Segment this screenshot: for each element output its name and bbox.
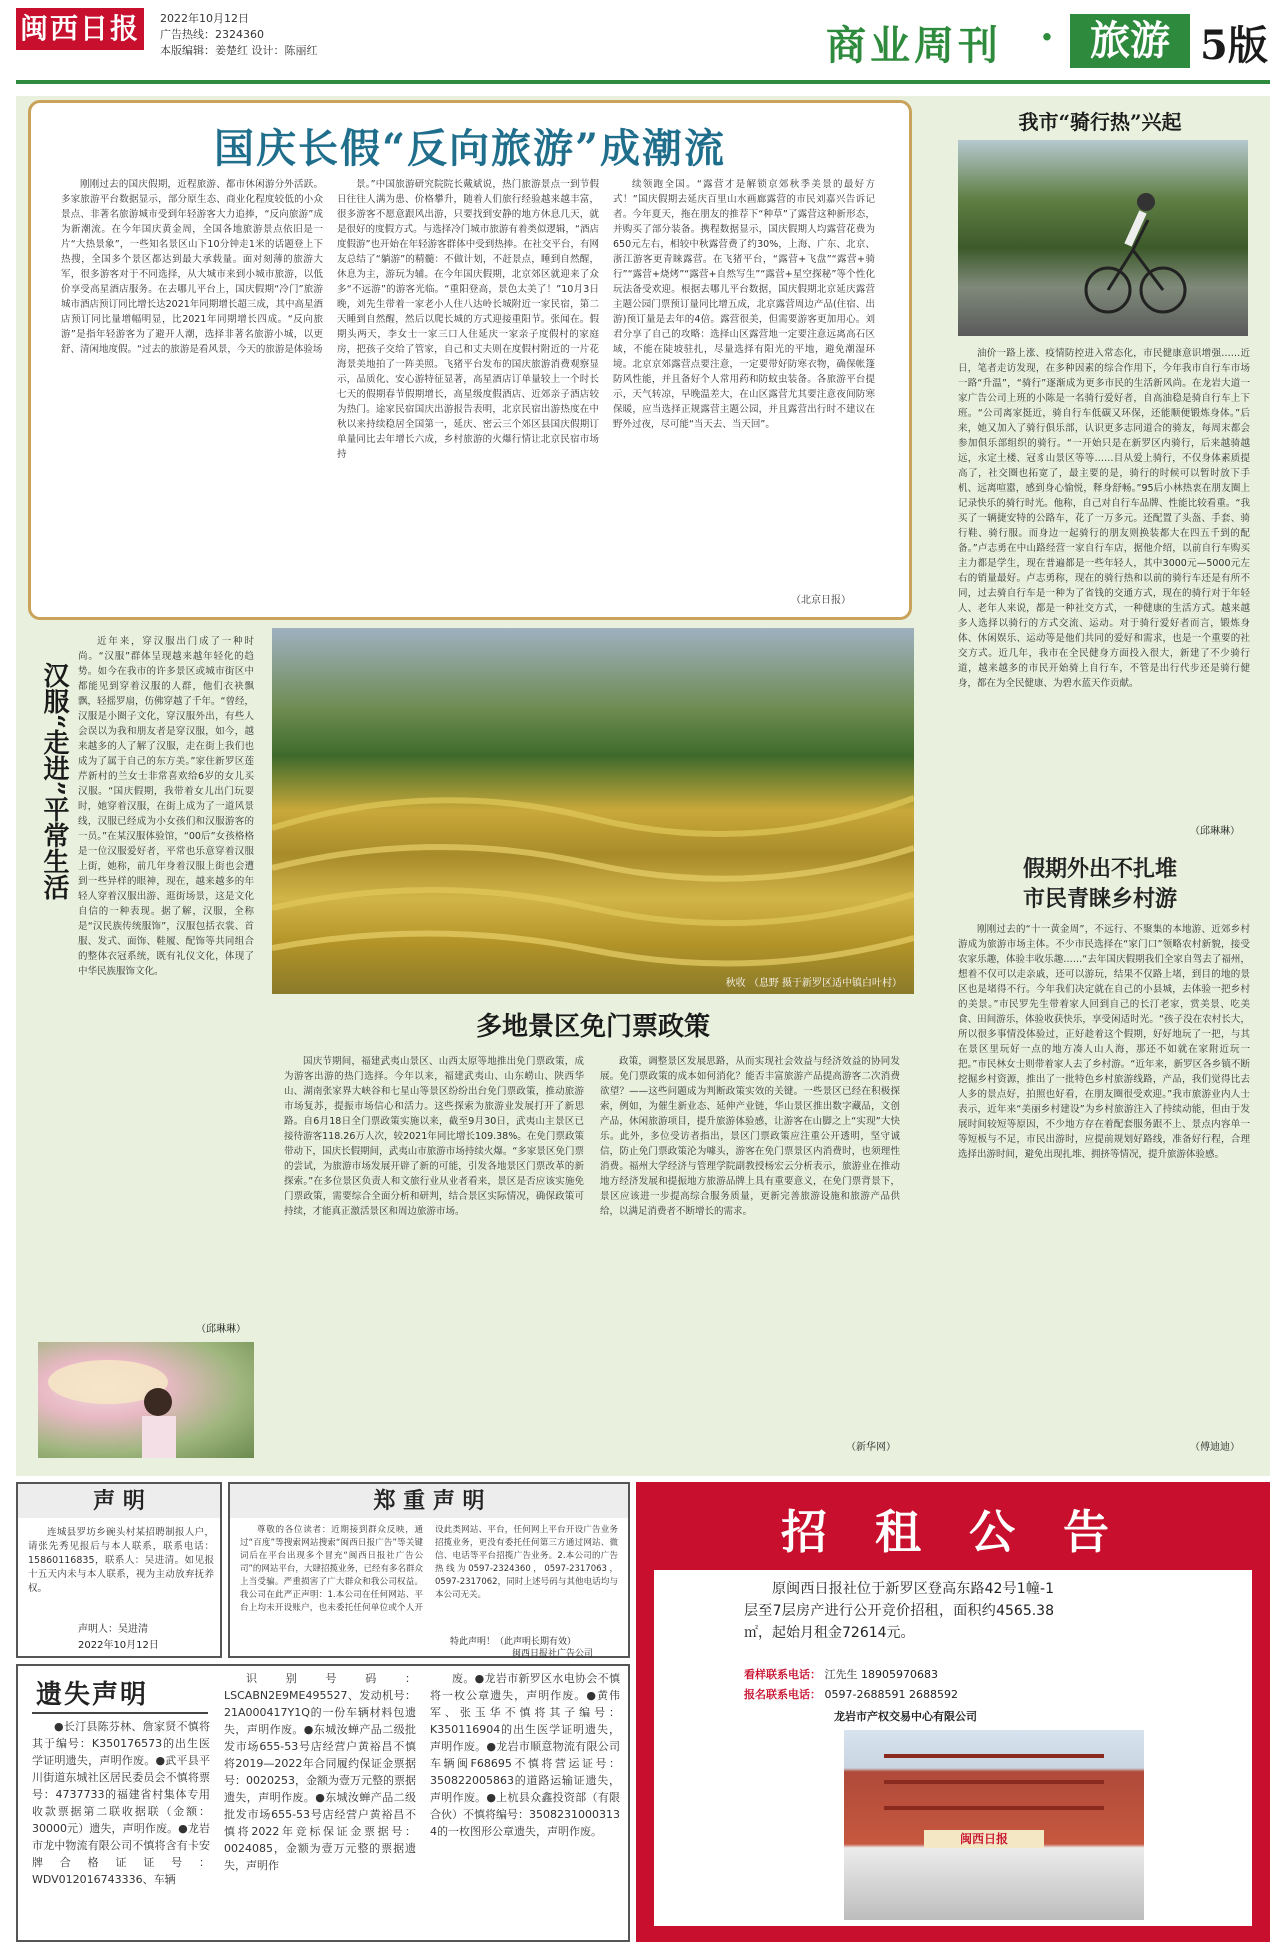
rent-contact-2-label: 报名联系电话： bbox=[744, 1688, 821, 1701]
photo-caption: 秋收 （息野 摄于新罗区适中镇白叶村） bbox=[725, 978, 902, 989]
free-tickets-article bbox=[272, 998, 914, 1460]
newspaper-logo: 闽西日报 bbox=[16, 8, 144, 50]
rent-content-panel bbox=[654, 1570, 1252, 1926]
village-title-line1: 假期外出不扎堆 bbox=[1022, 856, 1177, 882]
lead-col-2: 景。”中国旅游研究院院长戴斌说，热门旅游景点一到节假日往往人满为患、价格攀升，随着人们旅行经验越来越丰富，很多游客不愿意跟风出游，只要找到安静的地方休息几天，就是很好的度假方式。与选择冷门城市旅游有着类似逻辑，“酒店度假游”也开始在年轻游客群体中受到热捧。在社交平台，有网友总结了“躺游”的精髓：不做计划，不赶景点，睡到自然醒，休息为主，游玩为辅。在今年国庆假期，北京郊区就迎来了众多“不远游”的游客光临。“重阳登高，景色太美了！”10月3日晚，刘先生带着一家老小人住八达岭长城附近一家民宿，第二天睡到自然醒，然后以爬长城的方式迎接重阳节。张闻在。假期头两天，李女士一家三口人住延庆一家亲子度假村的家庭房，把孩子交给了管家，自己和丈夫则在度假村附近的一片花海景美地拍了一阵美照。飞猪平台发布的国庆旅游消费观察显示，品质化、安心游特征显著，高星酒店订单量较上一个时长七天的假期春节假期增长，高星级度假酒店、近郊亲子酒店较为热门。途家民宿国庆出游报告表明，北京民宿出游热度在中秋以来持续稳居全国第一，延庆、密云三个郊区县国庆假期订单量同比去年增长六成，乡村旅游的火爆行情让北京民宿市场持 bbox=[337, 179, 599, 460]
rent-contact-1-value: 江先生 18905970683 bbox=[824, 1668, 938, 1681]
lost-col-3: 废。●龙岩市新罗区水电协会不慎将一枚公章遗失，声明作废。●黄伟军、张玉华不慎将其子编号：K350116904的出生医学证明遗失，声明作废。●龙岩市顺意物流有限公司车辆闽F68695不慎将营运证号：350822005863的道路运输证遗失，声明作废。●上杭县众鑫投资部（有限合伙）不慎将编号：3508231000313 4的一枚图形公章遗失，声明作废。 bbox=[430, 1672, 620, 1838]
parasol-girl-figure bbox=[38, 1342, 254, 1458]
solemn-statement-box bbox=[228, 1482, 630, 1658]
ad-hotline: 广告热线：2324360 bbox=[160, 28, 264, 41]
terraced-field-photo bbox=[272, 628, 914, 994]
solemn-statement-org: 闽西日报社广告公司 bbox=[512, 1649, 594, 1659]
solemn-statement-sign: 特此声明！（此声明长期有效） bbox=[450, 1637, 577, 1647]
subsection-name: 旅游 bbox=[1070, 14, 1190, 68]
lead-source: （北京日报） bbox=[791, 595, 851, 606]
rent-notice bbox=[636, 1482, 1270, 1942]
cycling-body: 油价一路上涨、疫情防控进入常态化，市民健康意识增强……近日，笔者走访发现，在多种因素的综合作用下，今年我市自行车市场一路“升温”，“骑行”逐渐成为更多市民的生活新风尚。在龙岩大道一家广告公司上班的小陈是一名骑行爱好者，自高油稳是骑自行车上下班。“公司离家挺近，骑自行车低碳又环保，还能顺便锻炼身体。”后来，她又加入了骑行俱乐部，认识更多志同道合的骑友，每周末都会参加俱乐部组织的骑行。“一开始只是在新罗区内骑行，后来越骑越远，永定土楼、冠豸山景区等等……目从爱上骑行，不仅身体素质提高了，社交圈也拓宽了，最主要的是，骑行的时候可以暂时放下手机、远离喧嚣，感到身心愉悦，释身舒畅。”95后小林热衷在朋友圈上记录快乐的骑行时光。他称，自己对自行车品牌、性能比较看重。“我买了一辆捷安特的公路车，花了一万多元。还配置了头盔、手套、骑行鞋、骑行服。而身边一起骑行的朋友则换装都大在四五千到的配备。”卢志勇在中山路经营一家自行车店，据他介绍，以前自行车购买主力都是学生，现在普遍都是一些年轻人，其中3000元—5000元左右的销量最好。卢志勇称，现在的骑行热和以前的骑行车还是有所不同，过去骑自行车是一种为了省钱的交通方式，现在的骑行对于年轻人、老年人来说，都是一种社交方式，一种健康的生活方式。越来越多人选择以骑行的方式交流、运动。对于骑行爱好者而言，锻炼身体、休闲娱乐、运动等是他们共同的爱好和需求，也是一个重要的社交方式。近几年，我市在全民健身方面投入很大，新建了不少骑行道，越来越多的市民开始骑上自行车，不管是出行代步还是骑行健身，都在为全民健康、为碧水蓝天作贡献。 bbox=[958, 348, 1250, 689]
free-tickets-source: （新华网） bbox=[846, 1442, 896, 1453]
statement-sign: 声明人：吴进清 bbox=[78, 1624, 148, 1635]
free-tickets-col-1: 国庆节期间，福建武夷山景区、山西太原等地推出免门票政策，成为游客出游的热门选择。今年以来，福建武夷山、山东崂山、陕西华山、湖南张家界大峡谷和七星山等景区纷纷出台免门票政策，推动旅游市场复苏，提振市场信心和活力。这些探索为旅游业发展打开了新思路。自6月18日全门票政策实施以来，截至9月30日，武夷山主景区已接待游客118.26万人次，较2021年同比增长109.38%。在免门票政策带动下，国庆长假期间，武夷山市旅游市场持续火爆。“多家景区免门票的尝试，为旅游市场发展开辟了新的可能，引发各地景区门票改革的新探索。”在多位景区负责人和文旅行业从业者看来，景区是否应该实施免门票政策，需要综合全面分析和研判，结合景区实际情况，确保政策可持续，才能真正激活景区和周边旅游市场。 bbox=[284, 1056, 584, 1217]
hanfu-article bbox=[28, 630, 260, 1460]
cyclist-figure bbox=[958, 140, 1248, 336]
statement-date: 2022年10月12日 bbox=[78, 1640, 159, 1651]
masthead bbox=[0, 0, 1286, 88]
free-tickets-title: 多地景区免门票政策 bbox=[475, 1012, 710, 1042]
section-dot: · bbox=[1040, 14, 1054, 61]
lost-col-2: 识别号码：LSCABN2E9ME495527、发动机号：21A000417Y1Q的一份车辆材料包遗失，声明作废。●东城汝蝉产品二级批发市场655-53号店经营户黄裕昌不慎将2019—2022年合同履约保证金票据号：0020253，金额为壹万元整的票据遗失，声明作废。●东城汝蝉产品二级批发市场655-53号店经营户黄裕昌不慎将2022年竞标保证金票据号：0024085，金额为壹万元整的票据遗失，声明作 bbox=[224, 1672, 416, 1872]
section-name: 商业周刊 bbox=[826, 22, 1002, 69]
hanfu-source: （邱琳琳） bbox=[196, 1324, 246, 1335]
terraces-pattern bbox=[272, 628, 914, 994]
lead-col-3: 续领跑全国。“露营才是解锁京郊秋季美景的最好方式！”国庆假期去延庆百里山水画廊露营的市民刘嘉兴告诉记者。今年夏天，拖在朋友的推荐下“种草”了露营这种新形态，并购买了部分装备。携程数据显示，国庆假期人均露营花费为650元左右，相较中秋露营费了约30%，上海、广东、北京、浙江游客更青睐露营。在飞猪平台，“露营+飞盘”“露营+骑行”“露营+烧烤”“露营+自然写生”“露营+星空探秘”等个性化玩法备受欢迎。根据去哪儿平台数据，国庆假期北京延庆露营主题公园门票预订量同比增五成，北京露营周边产品(住宿、出游)预订量是去年的4倍。露营很美，但需要游客更加用心。刘君分享了自己的攻略：选择山区露营地一定要注意远离高石区域，不能在陡坡驻扎，尽量选择有阳光的平地，避免潮湿环境。北京京郊露营点要注意，一定要带好防寒衣物，确保帐篷防风性能，并且备好个人常用药和防蚊虫装备。各旅游平台提示，天气转凉，早晚温差大，在山区露营尤其要注意夜间防寒保暖，应当选择正规露营主题公园，并且露营出行时不建议在野外过夜，尽可能“当天去、当天回”。 bbox=[613, 179, 875, 430]
village-source: （傅迪迪） bbox=[1190, 1442, 1240, 1453]
hanfu-photo bbox=[38, 1342, 254, 1458]
rent-contact-2 bbox=[744, 1686, 958, 1702]
lost-statement-box bbox=[16, 1664, 630, 1942]
cycling-source: （邱琳琳） bbox=[1190, 826, 1240, 837]
cycling-article bbox=[940, 100, 1260, 840]
hanfu-title: 汉服“走进”平常生活 bbox=[39, 662, 69, 900]
rent-title: 招 租 公 告 bbox=[780, 1505, 1126, 1559]
rent-contact-1-label: 看样联系电话： bbox=[744, 1668, 821, 1681]
village-body: 刚刚过去的“十一黄金周”，不远行、不聚集的本地游、近郊乡村游成为旅游市场主体。不少市民选择在“家门口”领略农村新貌，接受农家乐趣，体验丰收乐趣……“去年国庆假期我们全家自驾去了福州，想着不仅可以走亲戚，还可以游玩，结果不仅路上堵，到目的地的景区也是堵得不行。今年我们决定就在自己的小县城，去体验一把乡村的美景。”市民罗先生带着家人回到自己的长汀老家，赏美景、吃美食、田间游乐，体验收获快乐，享受闲适时光。“孩子没在农村长大，所以很多事情没体验过，正好趁着这个假期，好好地玩了一把，与其在景区里玩好一点的地方凑人山人海，那还不如就在家附近玩一把。”市民林女士则带着家人去了乡村游。“近年来，新罗区各乡镇不断挖掘乡村资源，推出了一批特色乡村旅游线路，产品，我们觉得比去人多的景点好，拍照也好看，在朋友圈很受欢迎。”我市旅游业内人士表示，近年来“美丽乡村建设”为乡村旅游注入了持续动能，但由于发展时间较短等原因，不少地方存在着配套服务跟不上、景点内容单一等短板与不足，市民出游时，应提前规划好路线，准备好行程，合理选择出游时间，避免出现扎堆、拥挤等情况，提升旅游体验感。 bbox=[958, 924, 1250, 1160]
hanfu-body: 近年来，穿汉服出门成了一种时尚。“汉服”群体呈现越来越年轻化的趋势。如今在我市的许多景区或城市街区中都能见到穿着汉服的人群，他们衣袂飘飘，轻摇罗扇，仿佛穿越了千年。“曾经，汉服是小圈子文化，穿汉服外出，有些人会误以为我和朋友者是穿汉服，如今，越来越多的人了解了汉服，走在街上我们也成为了属于自己的东方美。”家住新罗区莲芹新村的兰女士非常喜欢给6岁的女儿买汉服。“国庆假期，我带着女儿出门玩耍时，她穿着汉服，在街上成为了一道风景线，汉服已经成为小女孩们和汉服游客的一员。”在某汉服体验馆，“00后”女孩格格是一位汉服爱好者，平常也乐意穿着汉服上街，她称，前几年身着汉服上街也会遭到一些异样的眼神，现在，越来越多的年轻人穿着汉服出游、逛街场景，这是文化自信的一种表现。据了解，汉服，全称是“汉民族传统服饰”，汉服包括衣裳、首服、发式、面饰、鞋履、配饰等共同组合的整体衣冠系统，既有礼仪文化，体现了中华民族服饰文化。 bbox=[78, 636, 254, 977]
rent-contact-2-value: 0597-2688591 2688592 bbox=[824, 1688, 958, 1701]
rent-contact-1 bbox=[744, 1666, 938, 1682]
lost-statement-title: 遗失声明 bbox=[36, 1680, 149, 1710]
rent-org: 龙岩市产权交易中心有限公司 bbox=[834, 1710, 977, 1723]
village-article bbox=[940, 846, 1260, 1460]
page-number: 5版 bbox=[1200, 22, 1268, 69]
building-photo bbox=[844, 1730, 1144, 1920]
lead-title: 国庆长假“反向旅游”成潮流 bbox=[213, 125, 726, 172]
masthead-rule bbox=[16, 80, 1270, 84]
lost-col-1: ●长汀县陈芬林、詹家贤不慎将其于编号：K350176573的出生医学证明遗失，声明作废。●武平县平川街道东城社区居民委员会不慎将票号：4737733的福建省村集体专用收款票据第二联收据联（金额：30000元）遗失，声明作废。●龙岩市龙中物流有限公司不慎将含有卡安牌合格证证号：WDV012016743336、车辆 bbox=[32, 1720, 210, 1886]
editors-credit: 本版编辑：姜楚红 设计：陈丽红 bbox=[160, 44, 318, 57]
cycling-photo bbox=[958, 140, 1248, 336]
village-title-line2: 市民青睐乡村游 bbox=[1022, 886, 1177, 912]
statement-box bbox=[16, 1482, 222, 1658]
solemn-statement-title: 郑 重 声 明 bbox=[230, 1484, 628, 1518]
cycling-title: 我市“骑行热”兴起 bbox=[1018, 110, 1182, 134]
issue-date: 2022年10月12日 bbox=[160, 12, 249, 25]
solemn-statement-body: 尊敬的各位读者：近期接到群众反映，通过“百度”等搜索网站搜索“闽西日报广告”等关键词后在平台出现多个冒充“闽西日报社广告公司”的网站平台，大肆招揽业务，已经有多名群众上当受骗。严重损害了广大群众和我公司权益。我公司在此严正声明：1.本公司在任何网站、平台上均未开设账户，也未委托任何单位或个人开设此类网站、平台，任何网上平台开设广告业务招揽业务，更没有委托任何第三方通过网站、微信、电话等平台招揽广告业务。2.本公司的广告热线为0597-2324360，0597-2317063，0597-2317062，同时上述号码与其他电话均与本公司无关。 bbox=[240, 1525, 618, 1613]
statement-title: 声 明 bbox=[18, 1484, 220, 1518]
building-windows bbox=[844, 1730, 1144, 1920]
building-sign: 闽西日报 bbox=[924, 1830, 1044, 1848]
rent-body: 原闽西日报社位于新罗区登高东路42号1幢-1层至7层房产进行公开竞价招租，面积约4565.38㎡，起始月租金72614元。 bbox=[744, 1581, 1054, 1641]
free-tickets-col-2: 政策，调整景区发展思路，从而实现社会效益与经济效益的协同发展。免门票政策的成本如何消化？能否丰富旅游产品提高游客二次消费欲望？——这些问题成为判断政策实效的关键。一些景区已经在积极探索，例如，为催生新业态、延伸产业链，华山景区推出数字藏品，文创产品，休闲旅游项目，提升旅游体验感，让游客在山脚之上“实现”大快乐。此外，多位受访者指出，景区门票政策应注重公开透明，坚守诚信，防止免门票政策沦为噱头，游客在免门票景区内消费时，也须理性消费。福州大学经济与管理学院副教授杨宏云分析表示，旅游业在推动地方经济发展和提振地方旅游品牌上具有重要意义，在免门票背景下，景区应该进一步提高综合服务质量，更新完善旅游设施和旅游产品供给，以满足消费者不断增长的需求。 bbox=[600, 1056, 900, 1217]
statement-body: 连城县罗坊乡碗头村某招聘制报人户，请张先秀见报后与本人联系，联系电话：15860116835，联系人：吴进清。如见报十五天内未与本人联系，视为主动放弃抚养权。 bbox=[28, 1527, 214, 1594]
lost-title-rule bbox=[32, 1712, 208, 1714]
lead-col-1: 刚刚过去的国庆假期，近程旅游、都市休闲游分外活跃。多家旅游平台数据显示，部分原生态、商业化程度较低的小众景点、非著名旅游城市受到年轻游客大力追捧，“反向旅游”成为新潮流。在今年国庆黄金周，全国各地旅游景点依旧是一片“大热景象”，一些知名景区山下10分钟走1米的话题登上下热搜，全国多个景区都达到最大承载量。面对刻薄的旅游大军，很多游客对于不同选择，从大城市来到小城市旅游，以低价享受高星酒店服务。在去哪儿平台上，国庆假期“冷门”旅游城市酒店预订同比增长达2021年同期增长超三成，其中高星酒店预订同比量增幅明显，比2021年同期增长四成。“反向旅游”是指年轻游客为了避开人潮，选择非著名旅游小城，以更舒、清闲地度假。“过去的旅游是看风景，今天的旅游是体验场 bbox=[61, 179, 323, 355]
lead-article bbox=[28, 100, 912, 620]
